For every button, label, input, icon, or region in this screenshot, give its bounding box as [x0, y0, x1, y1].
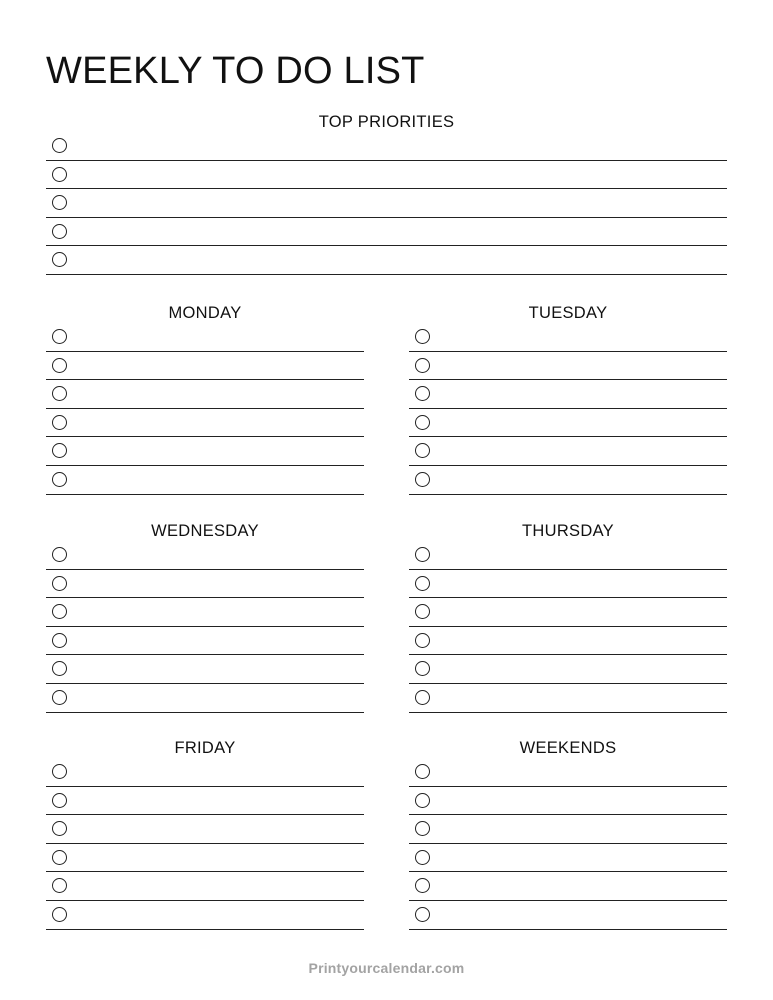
todo-row: [46, 758, 364, 787]
circle-checkbox[interactable]: [52, 850, 67, 865]
todo-list: [409, 541, 727, 713]
todo-text-field[interactable]: [439, 687, 725, 709]
circle-checkbox[interactable]: [52, 472, 67, 487]
todo-text-field[interactable]: [439, 383, 725, 405]
section-wednesday: [46, 521, 364, 713]
todo-row: [409, 627, 727, 656]
todo-text-field[interactable]: [76, 440, 362, 462]
todo-text-field[interactable]: [76, 573, 362, 595]
todo-row: [46, 409, 364, 438]
todo-text-field[interactable]: [439, 355, 725, 377]
circle-checkbox[interactable]: [415, 386, 430, 401]
todo-row: [409, 758, 727, 787]
todo-text-field[interactable]: [76, 818, 362, 840]
todo-list: [46, 323, 364, 495]
circle-checkbox[interactable]: [415, 547, 430, 562]
circle-checkbox[interactable]: [415, 576, 430, 591]
todo-row: [46, 844, 364, 873]
todo-text-field[interactable]: [76, 221, 725, 243]
section-heading: TUESDAY: [528, 304, 608, 322]
todo-row: [46, 132, 727, 161]
circle-checkbox[interactable]: [52, 224, 67, 239]
section-weekends: [409, 738, 727, 930]
todo-row: [409, 815, 727, 844]
todo-text-field[interactable]: [76, 326, 362, 348]
section-monday: [46, 303, 364, 495]
todo-text-field[interactable]: [76, 412, 362, 434]
todo-list: [409, 758, 727, 930]
circle-checkbox[interactable]: [52, 547, 67, 562]
todo-row: [46, 655, 364, 684]
todo-row: [46, 218, 727, 247]
section-top-priorities: [46, 112, 727, 275]
todo-text-field[interactable]: [76, 601, 362, 623]
circle-checkbox[interactable]: [415, 633, 430, 648]
todo-row: [409, 541, 727, 570]
todo-text-field[interactable]: [76, 383, 362, 405]
todo-row: [409, 684, 727, 713]
todo-list: [46, 132, 727, 275]
todo-row: [46, 570, 364, 599]
todo-row: [409, 598, 727, 627]
circle-checkbox[interactable]: [415, 329, 430, 344]
circle-checkbox[interactable]: [52, 878, 67, 893]
circle-checkbox[interactable]: [52, 195, 67, 210]
circle-checkbox[interactable]: [52, 690, 67, 705]
todo-text-field[interactable]: [439, 601, 725, 623]
section-tuesday: [409, 303, 727, 495]
circle-checkbox[interactable]: [52, 604, 67, 619]
todo-row: [46, 161, 727, 190]
todo-list: [46, 758, 364, 930]
circle-checkbox[interactable]: [415, 358, 430, 373]
circle-checkbox[interactable]: [415, 878, 430, 893]
section-heading: THURSDAY: [522, 522, 614, 540]
circle-checkbox[interactable]: [52, 415, 67, 430]
todo-row: [46, 901, 364, 930]
circle-checkbox[interactable]: [415, 793, 430, 808]
todo-row: [46, 787, 364, 816]
todo-text-field[interactable]: [76, 761, 362, 783]
todo-text-field[interactable]: [439, 326, 725, 348]
circle-checkbox[interactable]: [415, 443, 430, 458]
todo-text-field[interactable]: [439, 875, 725, 897]
footer-website: Printyourcalendar.com: [308, 960, 465, 976]
circle-checkbox[interactable]: [52, 329, 67, 344]
circle-checkbox[interactable]: [415, 764, 430, 779]
todo-text-field[interactable]: [76, 790, 362, 812]
section-heading: TOP PRIORITIES: [318, 113, 455, 131]
todo-row: [46, 541, 364, 570]
circle-checkbox[interactable]: [52, 821, 67, 836]
circle-checkbox[interactable]: [52, 764, 67, 779]
todo-row: [46, 627, 364, 656]
todo-text-field[interactable]: [439, 790, 725, 812]
circle-checkbox[interactable]: [415, 690, 430, 705]
circle-checkbox[interactable]: [52, 793, 67, 808]
circle-checkbox[interactable]: [415, 661, 430, 676]
todo-text-field[interactable]: [76, 630, 362, 652]
todo-text-field[interactable]: [76, 875, 362, 897]
section-heading: MONDAY: [168, 304, 242, 322]
todo-list: [46, 541, 364, 713]
todo-row: [46, 246, 727, 275]
todo-text-field[interactable]: [439, 630, 725, 652]
todo-row: [46, 352, 364, 381]
circle-checkbox[interactable]: [52, 907, 67, 922]
circle-checkbox[interactable]: [52, 443, 67, 458]
todo-row: [409, 655, 727, 684]
todo-row: [409, 787, 727, 816]
circle-checkbox[interactable]: [415, 604, 430, 619]
todo-text-field[interactable]: [76, 544, 362, 566]
todo-row: [46, 815, 364, 844]
todo-row: [46, 598, 364, 627]
todo-text-field[interactable]: [76, 687, 362, 709]
todo-row: [409, 323, 727, 352]
todo-row: [409, 466, 727, 495]
section-heading: WEDNESDAY: [151, 522, 259, 540]
section-thursday: [409, 521, 727, 713]
circle-checkbox[interactable]: [52, 167, 67, 182]
circle-checkbox[interactable]: [52, 633, 67, 648]
todo-row: [409, 352, 727, 381]
todo-text-field[interactable]: [439, 904, 725, 926]
todo-row: [409, 872, 727, 901]
section-friday: [46, 738, 364, 930]
todo-text-field[interactable]: [439, 658, 725, 680]
todo-row: [46, 872, 364, 901]
todo-text-field[interactable]: [439, 544, 725, 566]
todo-text-field[interactable]: [439, 818, 725, 840]
circle-checkbox[interactable]: [52, 138, 67, 153]
circle-checkbox[interactable]: [52, 576, 67, 591]
todo-text-field[interactable]: [439, 573, 725, 595]
section-heading: WEEKENDS: [519, 739, 617, 757]
todo-text-field[interactable]: [439, 440, 725, 462]
todo-row: [46, 323, 364, 352]
todo-text-field[interactable]: [439, 469, 725, 491]
circle-checkbox[interactable]: [415, 415, 430, 430]
todo-row: [46, 189, 727, 218]
todo-row: [409, 901, 727, 930]
todo-text-field[interactable]: [76, 192, 725, 214]
todo-row: [46, 437, 364, 466]
circle-checkbox[interactable]: [415, 472, 430, 487]
circle-checkbox[interactable]: [52, 252, 67, 267]
page-title: WEEKLY TO DO LIST: [46, 50, 425, 92]
todo-text-field[interactable]: [76, 469, 362, 491]
todo-row: [46, 466, 364, 495]
todo-row: [409, 844, 727, 873]
todo-text-field[interactable]: [439, 847, 725, 869]
circle-checkbox[interactable]: [415, 907, 430, 922]
todo-row: [46, 380, 364, 409]
todo-row: [409, 570, 727, 599]
todo-text-field[interactable]: [76, 355, 362, 377]
todo-row: [409, 409, 727, 438]
todo-text-field[interactable]: [76, 904, 362, 926]
todo-text-field[interactable]: [439, 412, 725, 434]
circle-checkbox[interactable]: [52, 358, 67, 373]
todo-row: [409, 380, 727, 409]
todo-list: [409, 323, 727, 495]
todo-text-field[interactable]: [76, 135, 725, 157]
todo-row: [409, 437, 727, 466]
todo-text-field[interactable]: [76, 658, 362, 680]
todo-text-field[interactable]: [76, 847, 362, 869]
todo-row: [46, 684, 364, 713]
todo-text-field[interactable]: [76, 164, 725, 186]
todo-text-field[interactable]: [76, 249, 725, 271]
circle-checkbox[interactable]: [415, 821, 430, 836]
circle-checkbox[interactable]: [52, 661, 67, 676]
todo-text-field[interactable]: [439, 761, 725, 783]
circle-checkbox[interactable]: [52, 386, 67, 401]
circle-checkbox[interactable]: [415, 850, 430, 865]
section-heading: FRIDAY: [174, 739, 236, 757]
